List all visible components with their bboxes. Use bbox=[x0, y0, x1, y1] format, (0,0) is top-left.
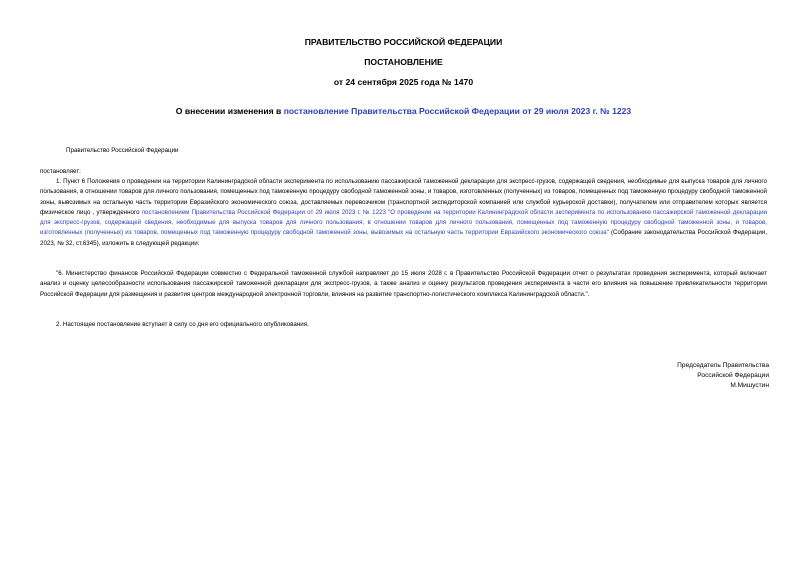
signatory-name: М.Мишустин bbox=[730, 382, 769, 389]
paragraph-2: 2. Настоящее постановление вступает в силу со дня его официального опубликования. bbox=[56, 321, 309, 328]
signatory-position-1: Председатель Правительства bbox=[677, 362, 769, 369]
paragraph-1-link[interactable]: постановлением Правительства Российской Федерации от 29 июля 2023 г. № 1223 "О проведении на территории Калининградской области эксперимента по использованию пассажирской таможенной декларации для экспресс-грузов, содержащей сведения, необходимые для выпуска товаров для личного пользования, в отношении товаров для личного пользования, помещенных под таможенную процедуру свободной таможенной зоны, и товаров, изготовленных (полученных) из товаров, помещенных под таможенную процедуру свободной таможенной зоны, вывозимых на остальную часть территории Евразийского экономического союза" bbox=[40, 208, 767, 237]
paragraph-1 bbox=[40, 177, 767, 249]
resolves-text: постановляет: bbox=[40, 168, 81, 175]
document-title bbox=[0, 106, 807, 116]
quoted-paragraph-6: "6. Министерство финансов Российской Федерации совместно с Федеральной таможенной службой направляет до 15 июля 2028 г. в Правительство Российской Федерации отчет о результатах проведения эксперимента, который включает анализ и оценку целесообразности использования пассажирской таможенной декларации для экспресс-грузов, а также анализ и оценку результатов проведения эксперимента в части его влияния на повышение привлекательности территории Российской Федерации для размещения и развития центров международной электронной торговли, влияния на развитие транспортно-логистического комплекса Калининградской области.". bbox=[40, 270, 767, 298]
document-type-heading: ПОСТАНОВЛЕНИЕ bbox=[364, 57, 443, 67]
paragraph-1-start: 1. Пункт 6 Положения о проведении на территории Калининградской области эксперимента по использованию пассажирской таможенной декларации для экспресс-грузов, содержащей сведения, необходимые для выпуска товаров для личного пользования, в отношении товаров для личного пользования, помещенных под таможенную процедуру свободной таможенной зоны, и товаров, изготовленных (полученных) из товаров, помещенных под таможенную процедуру свободной таможенной зоны, вывозимых на остальную часть территории Евразийского экономического союза, доставляемых перевозчиком (транспортной экспедиторской компанией или службой курьерской доставки), получателем или отправителем которых является физическое лицо , утвержденного bbox=[40, 178, 767, 216]
date-number-heading: от 24 сентября 2025 года № 1470 bbox=[333, 77, 474, 87]
government-heading: ПРАВИТЕЛЬСТВО РОССИЙСКОЙ ФЕДЕРАЦИИ bbox=[304, 37, 503, 47]
title-prefix: О внесении изменения в bbox=[175, 106, 284, 116]
issuer-text: Правительство Российской Федерации bbox=[66, 147, 179, 154]
title-link[interactable]: постановление Правительства Российской Федерации от 29 июля 2023 г. № 1223 bbox=[283, 106, 632, 116]
paragraph-1-end: (Собрание законодательства Российской Федерации, 2023, № 32, ст.6345), изложить в следующей редакции: bbox=[40, 229, 767, 247]
signatory-position-2: Российской Федерации bbox=[697, 372, 769, 379]
